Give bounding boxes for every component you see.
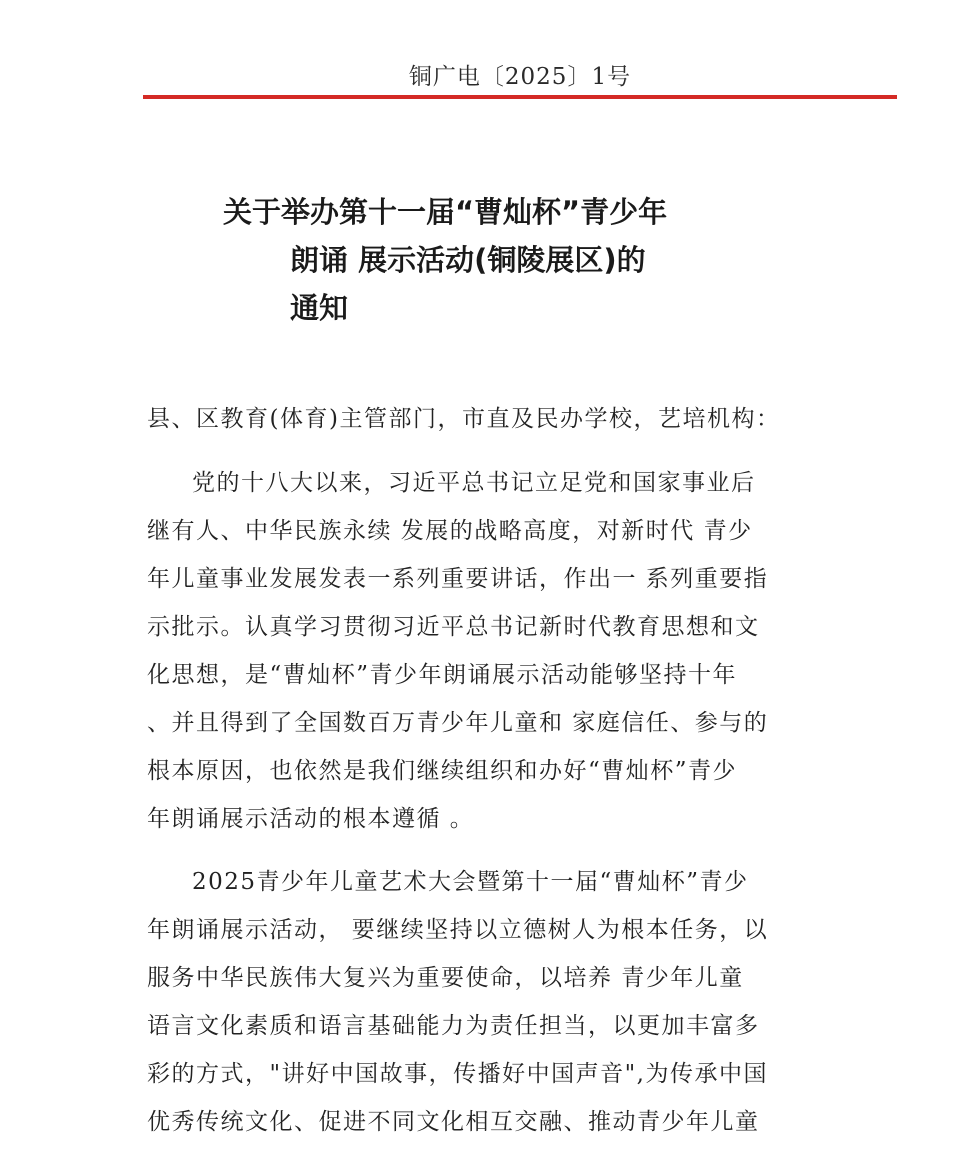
paragraph-1-line: 、并且得到了全国数百万青少年儿童和 家庭信任、参与的 (147, 710, 769, 736)
paragraph-2-line: 年朗诵展示活动， 要继续坚持以立德树人为根本任务，以 (147, 917, 769, 943)
paragraph-1-line: 根本原因，也依然是我们继续组织和办好“曹灿杯”青少 (147, 758, 738, 784)
paragraph-1-line: 化思想，是“曹灿杯”青少年朗诵展示活动能够坚持十年 (147, 662, 738, 688)
paragraph-1-line: 年朗诵展示活动的根本遵循 。 (147, 806, 475, 832)
paragraph-2-line: 2025青少年儿童艺术大会暨第十一届“曹灿杯”青少 (192, 869, 749, 895)
red-header-rule (143, 95, 897, 99)
paragraph-2-line: 语言文化素质和语言基础能力为责任担当，以更加丰富多 (147, 1013, 760, 1039)
title-line-2: 朗诵 展示活动(铜陵展区)的 (290, 243, 646, 277)
title-line-1: 关于举办第十一届“曹灿杯”青少年 (223, 195, 668, 229)
paragraph-2-line: 优秀传统文化、促进不同文化相互交融、推动青少年儿童 (147, 1109, 760, 1135)
addressee-line: 县、区教育(体育)主管部门，市直及民办学校，艺培机构： (147, 406, 781, 432)
paragraph-1-line: 继有人、中华民族永续 发展的战略高度，对新时代 青少 (147, 518, 753, 544)
paragraph-2-line: 彩的方式，"讲好中国故事，传播好中国声音",为传承中国 (147, 1061, 768, 1087)
document-number: 铜广电〔2025〕1号 (408, 64, 632, 90)
paragraph-1-line: 党的十八大以来，习近平总书记立足党和国家事业后 (192, 470, 756, 496)
paragraph-1-line: 示批示。认真学习贯彻习近平总书记新时代教育思想和文 (147, 614, 760, 640)
paragraph-2-line: 服务中华民族伟大复兴为重要使命，以培养 青少年儿童 (147, 965, 744, 991)
title-line-3: 通知 (290, 291, 349, 325)
paragraph-1-line: 年儿童事业发展发表一系列重要讲话，作出一 系列重要指 (147, 566, 769, 592)
